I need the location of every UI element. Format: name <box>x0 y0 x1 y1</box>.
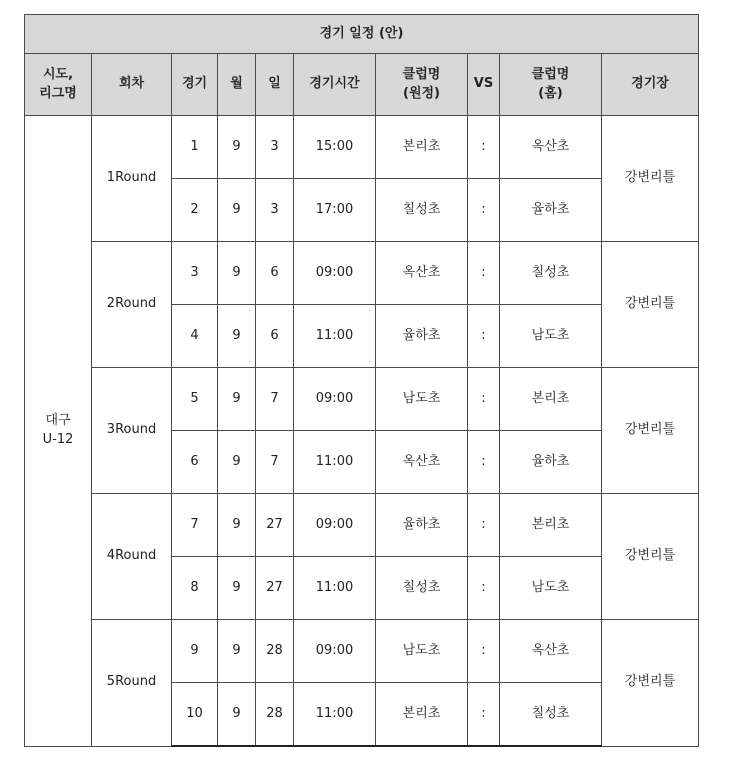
table-row <box>25 242 699 305</box>
venue-cell: 강변리틀 <box>602 368 699 494</box>
vs-separator: : <box>468 683 500 747</box>
home-club: 율하초 <box>500 179 602 242</box>
match-no: 1 <box>172 116 218 179</box>
home-club: 본리초 <box>500 494 602 557</box>
away-club: 율하초 <box>376 494 468 557</box>
title-row <box>25 15 699 54</box>
home-club: 옥산초 <box>500 620 602 683</box>
match-no: 3 <box>172 242 218 305</box>
schedule-body <box>25 116 699 747</box>
match-day: 3 <box>256 116 294 179</box>
match-month: 9 <box>218 368 256 431</box>
venue-cell: 강변리틀 <box>602 620 699 747</box>
schedule-table <box>24 14 699 747</box>
match-time: 15:00 <box>294 116 376 179</box>
match-no: 4 <box>172 305 218 368</box>
match-month: 9 <box>218 683 256 747</box>
region-line2: U-12 <box>42 431 74 447</box>
header-region <box>25 54 92 116</box>
away-club: 본리초 <box>376 116 468 179</box>
header-home-line1: 클럽명 <box>531 66 570 82</box>
match-month: 9 <box>218 431 256 494</box>
header-month: 월 <box>218 54 256 116</box>
vs-separator: : <box>468 431 500 494</box>
match-no: 9 <box>172 620 218 683</box>
away-club: 옥산초 <box>376 242 468 305</box>
match-time: 09:00 <box>294 368 376 431</box>
match-day: 7 <box>256 431 294 494</box>
match-day: 6 <box>256 305 294 368</box>
away-club: 본리초 <box>376 683 468 747</box>
home-club: 본리초 <box>500 368 602 431</box>
venue-cell: 강변리틀 <box>602 242 699 368</box>
table-row <box>25 494 699 557</box>
away-club: 남도초 <box>376 620 468 683</box>
header-region-line2: 리그명 <box>39 85 77 101</box>
round-name: 2Round <box>92 242 172 368</box>
away-club: 율하초 <box>376 305 468 368</box>
vs-separator: : <box>468 620 500 683</box>
vs-separator: : <box>468 179 500 242</box>
header-round: 회차 <box>92 54 172 116</box>
venue-cell: 강변리틀 <box>602 116 699 242</box>
away-club: 남도초 <box>376 368 468 431</box>
region-line1: 대구 <box>45 412 71 428</box>
table-row <box>25 368 699 431</box>
match-time: 17:00 <box>294 179 376 242</box>
vs-separator: : <box>468 557 500 620</box>
match-month: 9 <box>218 494 256 557</box>
match-day: 27 <box>256 557 294 620</box>
header-away <box>376 54 468 116</box>
table-row <box>25 620 699 683</box>
match-day: 6 <box>256 242 294 305</box>
match-no: 8 <box>172 557 218 620</box>
home-club: 칠성초 <box>500 683 602 747</box>
away-club: 옥산초 <box>376 431 468 494</box>
match-day: 28 <box>256 683 294 747</box>
match-no: 5 <box>172 368 218 431</box>
match-time: 09:00 <box>294 494 376 557</box>
match-day: 27 <box>256 494 294 557</box>
match-time: 11:00 <box>294 557 376 620</box>
header-day: 일 <box>256 54 294 116</box>
match-no: 6 <box>172 431 218 494</box>
home-club: 남도초 <box>500 305 602 368</box>
match-time: 11:00 <box>294 683 376 747</box>
match-month: 9 <box>218 557 256 620</box>
home-club: 율하초 <box>500 431 602 494</box>
header-vs: VS <box>468 54 500 116</box>
table-title: 경기 일정 (안) <box>25 15 699 54</box>
home-club: 남도초 <box>500 557 602 620</box>
match-month: 9 <box>218 305 256 368</box>
vs-separator: : <box>468 368 500 431</box>
match-month: 9 <box>218 242 256 305</box>
vs-separator: : <box>468 305 500 368</box>
header-venue: 경기장 <box>602 54 699 116</box>
header-home <box>500 54 602 116</box>
round-name: 1Round <box>92 116 172 242</box>
home-club: 칠성초 <box>500 242 602 305</box>
venue-cell: 강변리틀 <box>602 494 699 620</box>
match-no: 10 <box>172 683 218 747</box>
region-cell <box>25 116 92 747</box>
table-row <box>25 116 699 179</box>
match-no: 7 <box>172 494 218 557</box>
match-time: 09:00 <box>294 242 376 305</box>
header-region-line1: 시도, <box>42 66 74 82</box>
match-time: 11:00 <box>294 431 376 494</box>
header-away-line2: (원정) <box>403 85 440 101</box>
match-day: 7 <box>256 368 294 431</box>
match-time: 11:00 <box>294 305 376 368</box>
round-name: 5Round <box>92 620 172 747</box>
match-no: 2 <box>172 179 218 242</box>
round-name: 3Round <box>92 368 172 494</box>
away-club: 칠성초 <box>376 557 468 620</box>
match-month: 9 <box>218 620 256 683</box>
home-club: 옥산초 <box>500 116 602 179</box>
header-away-line1: 클럽명 <box>402 66 441 82</box>
match-day: 3 <box>256 179 294 242</box>
header-home-line2: (홈) <box>538 85 563 101</box>
round-name: 4Round <box>92 494 172 620</box>
header-row <box>25 54 699 116</box>
away-club: 칠성초 <box>376 179 468 242</box>
vs-separator: : <box>468 116 500 179</box>
match-month: 9 <box>218 116 256 179</box>
match-time: 09:00 <box>294 620 376 683</box>
vs-separator: : <box>468 242 500 305</box>
header-match: 경기 <box>172 54 218 116</box>
header-time: 경기시간 <box>294 54 376 116</box>
match-month: 9 <box>218 179 256 242</box>
match-day: 28 <box>256 620 294 683</box>
vs-separator: : <box>468 494 500 557</box>
